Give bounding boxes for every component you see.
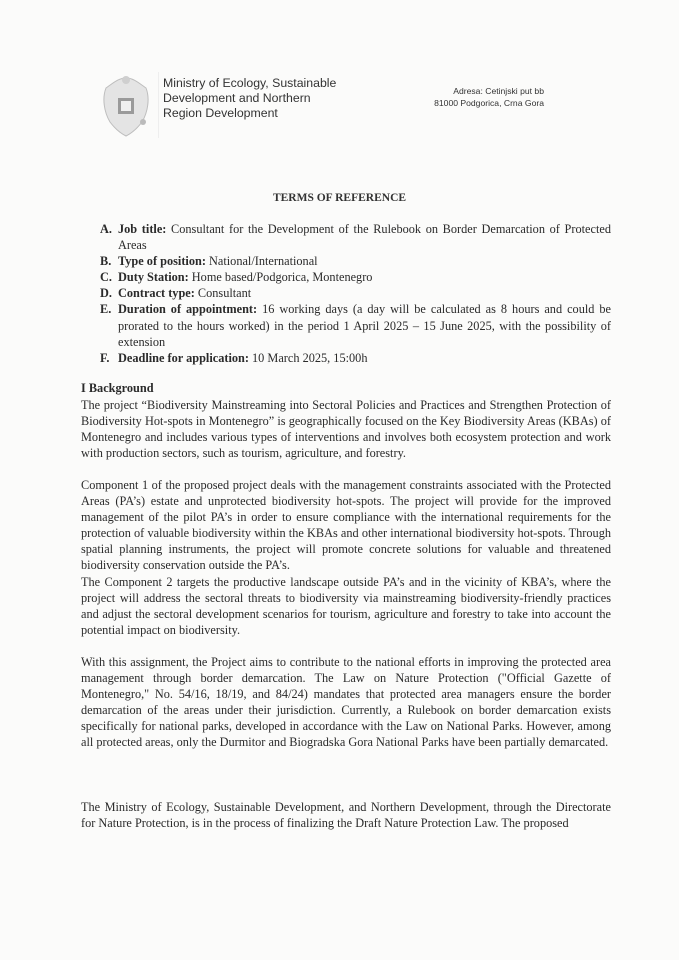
address-line: Adresa: Cetinjski put bb bbox=[453, 86, 544, 96]
header-divider bbox=[158, 72, 159, 138]
paragraph: The Component 2 targets the productive landscape outside PA’s and in the vicinity of KBA’s, where the project will address the sectoral threats to biodiversity via mainstreaming biodiversity-friendly practices and adjust the sectoral development scenarios for tourism, agriculture and forestry to take into account the potential impact on biodiversity. bbox=[81, 575, 611, 638]
list-item bbox=[100, 253, 611, 269]
list-item bbox=[100, 301, 611, 349]
coat-of-arms-logo bbox=[98, 72, 154, 138]
ministry-line: Ministry of Ecology, Sustainable bbox=[163, 76, 337, 90]
item-text: 10 March 2025, 15:00h bbox=[248, 350, 368, 365]
paragraph: Component 1 of the proposed project deals with the management constraints associated with the Protected Areas (PA’s) estate and unprotected biodiversity hot-spots. The project will provide for the improved management of the pilot PA’s in order to ensure compliance with the international requirements for the protection of valuable biodiversity within the KBAs and other international biodiversity hot-spots. Through spatial planning instruments, the project will promote concrete solutions for valuable and threatened biodiversity conservation outside the PA’s. bbox=[81, 478, 611, 573]
document-title: TERMS OF REFERENCE bbox=[272, 192, 407, 204]
item-label: Type of position: bbox=[118, 254, 206, 269]
paragraph: The Ministry of Ecology, Sustainable Development, and Northern Development, through the Directorate for Nature Protection, is in the process of finalizing the Draft Nature Protection Law. The proposed bbox=[81, 800, 611, 831]
address bbox=[434, 86, 544, 109]
item-letter: F. bbox=[100, 350, 110, 365]
item-text: 16 working days (a day will be calculated as 8 hours and could be prorated to the hours worked) in the period 1 April 2025 – 15 June 2025, with the possibility of extension bbox=[118, 302, 612, 349]
item-letter: D. bbox=[100, 286, 112, 301]
section-heading-background: I Background bbox=[81, 381, 154, 395]
position-details-list bbox=[100, 221, 611, 366]
list-item bbox=[100, 221, 611, 253]
item-label: Job title: bbox=[118, 222, 167, 236]
item-label: Duration of appointment: bbox=[118, 302, 258, 317]
ministry-line: Development and Northern bbox=[163, 91, 311, 105]
ministry-name bbox=[163, 76, 336, 121]
paragraph: With this assignment, the Project aims to contribute to the national efforts in improving the protected area management through border demarcation. The Law on Nature Protection ("Official Gazette of Montenegro," No. 54/16, 18/19, and 84/24) mandates that protected area managers ensure the border demarcation of the areas under their jurisdiction. Currently, a Rulebook on border demarcation exists specifically for national parks, developed in accordance with the Law on National Parks. However, among all protected areas, only the Durmitor and Biogradska Gora National Parks have been partially demarcated. bbox=[81, 655, 611, 750]
item-letter: C. bbox=[100, 270, 112, 285]
list-item bbox=[100, 285, 611, 301]
item-text: Home based/Podgorica, Montenegro bbox=[188, 270, 373, 285]
item-text: National/International bbox=[205, 254, 318, 269]
list-item bbox=[100, 269, 611, 285]
paragraph: The project “Biodiversity Mainstreaming into Sectoral Policies and Practices and Strengthen Protection of Biodiversity Hot-spots in Montenegro” is geographically focused on the Key Biodiversity Areas (KBAs) of Montenegro and includes various types of interventions and involves both ecosystem protection and work with production sectors, such as tourism, agriculture, and forestry. bbox=[81, 398, 611, 461]
item-letter: A. bbox=[100, 222, 112, 236]
list-item bbox=[100, 350, 611, 366]
item-label: Contract type: bbox=[118, 286, 195, 301]
address-line: 81000 Podgorica, Crna Gora bbox=[434, 97, 544, 108]
item-label: Duty Station: bbox=[118, 270, 189, 285]
item-letter: B. bbox=[100, 254, 112, 269]
item-text: Consultant for the Development of the Rulebook on Border Demarcation of Protected Areas bbox=[118, 222, 611, 253]
ministry-line: Region Development bbox=[163, 106, 278, 120]
item-label: Deadline for application: bbox=[118, 350, 249, 365]
item-text: Consultant bbox=[194, 286, 252, 301]
item-letter: E. bbox=[100, 302, 112, 317]
